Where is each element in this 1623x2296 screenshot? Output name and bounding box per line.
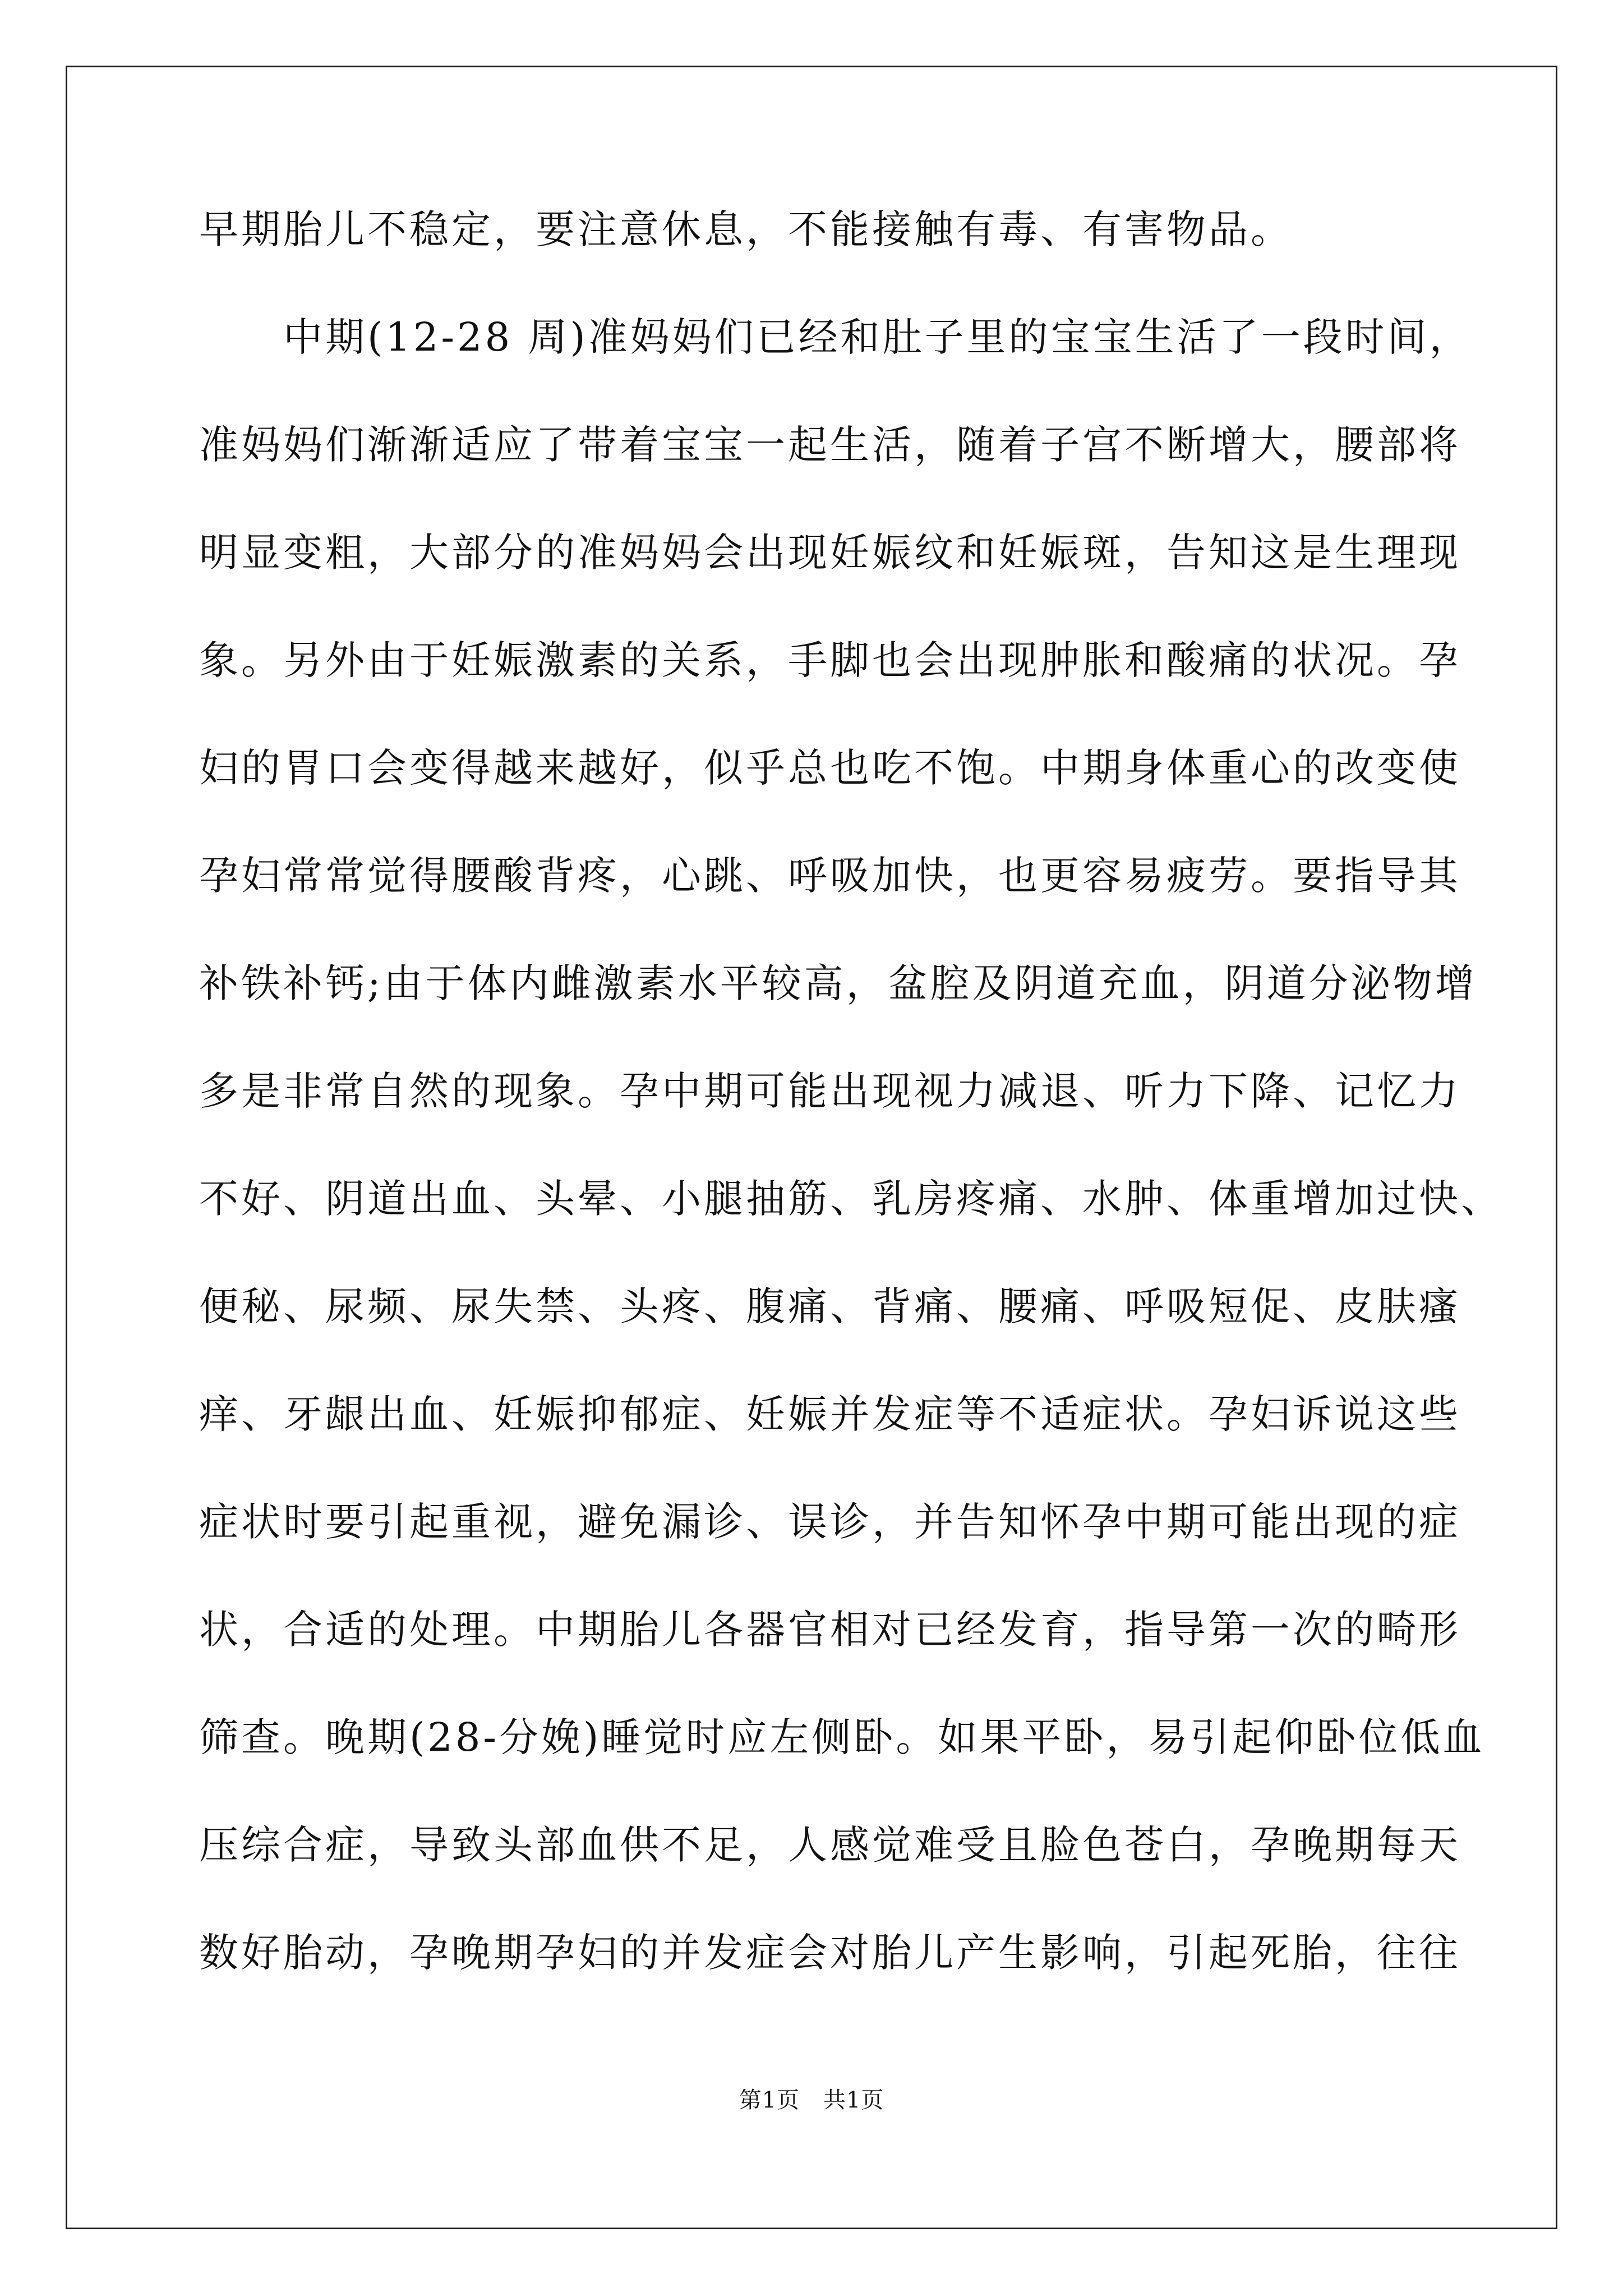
text-line: 孕妇常常觉得腰酸背疼，心跳、呼吸加快，也更容易疲劳。要指导其 (199, 853, 1461, 899)
text-line: 筛查。晚期(28-分娩)睡觉时应左侧卧。如果平卧，易引起仰卧位低血 (199, 1714, 1485, 1760)
text-line: 妇的胃口会变得越来越好，似乎总也吃不饱。中期身体重心的改变使 (199, 745, 1461, 791)
text-line: 多是非常自然的现象。孕中期可能出现视力减退、听力下降、记忆力 (199, 1068, 1461, 1114)
page-footer (0, 2087, 1623, 2114)
text-line: 明显变粗，大部分的准妈妈会出现妊娠纹和妊娠斑，告知这是生理现 (199, 530, 1461, 576)
text-line: 早期胎儿不稳定，要注意休息，不能接触有毒、有害物品。 (199, 206, 1293, 252)
text-line: 压综合症，导致头部血供不足，人感觉难受且脸色苍白，孕晚期每天 (199, 1822, 1461, 1868)
text-line: 症状时要引起重视，避免漏诊、误诊，并告知怀孕中期可能出现的症 (199, 1499, 1461, 1545)
text-line: 数好胎动，孕晚期孕妇的并发症会对胎儿产生影响，引起死胎，往往 (199, 1930, 1461, 1976)
current-page-label: 第1页 (739, 2087, 800, 2113)
text-line: 象。另外由于妊娠激素的关系，手脚也会出现肿胀和酸痛的状况。孕 (199, 637, 1461, 683)
text-line: 便秘、尿频、尿失禁、头疼、腹痛、背痛、腰痛、呼吸短促、皮肤瘙 (199, 1283, 1461, 1329)
text-line: 不好、阴道出血、头晕、小腿抽筋、乳房疼痛、水肿、体重增加过快、 (199, 1176, 1503, 1222)
text-line: 中期(12-28 周)准妈妈们已经和肚子里的宝宝生活了一段时间， (199, 314, 1472, 360)
text-line: 痒、牙龈出血、妊娠抑郁症、妊娠并发症等不适症状。孕妇诉说这些 (199, 1391, 1461, 1437)
text-line: 状，合适的处理。中期胎儿各器官相对已经发育，指导第一次的畸形 (199, 1607, 1461, 1653)
document-body (199, 206, 1503, 2041)
total-pages-label: 共1页 (823, 2087, 884, 2113)
text-line: 准妈妈们渐渐适应了带着宝宝一起生活，随着子宫不断增大，腰部将 (199, 422, 1461, 468)
text-line: 补铁补钙;由于体内雌激素水平较高，盆腔及阴道充血，阴道分泌物增 (199, 960, 1477, 1006)
